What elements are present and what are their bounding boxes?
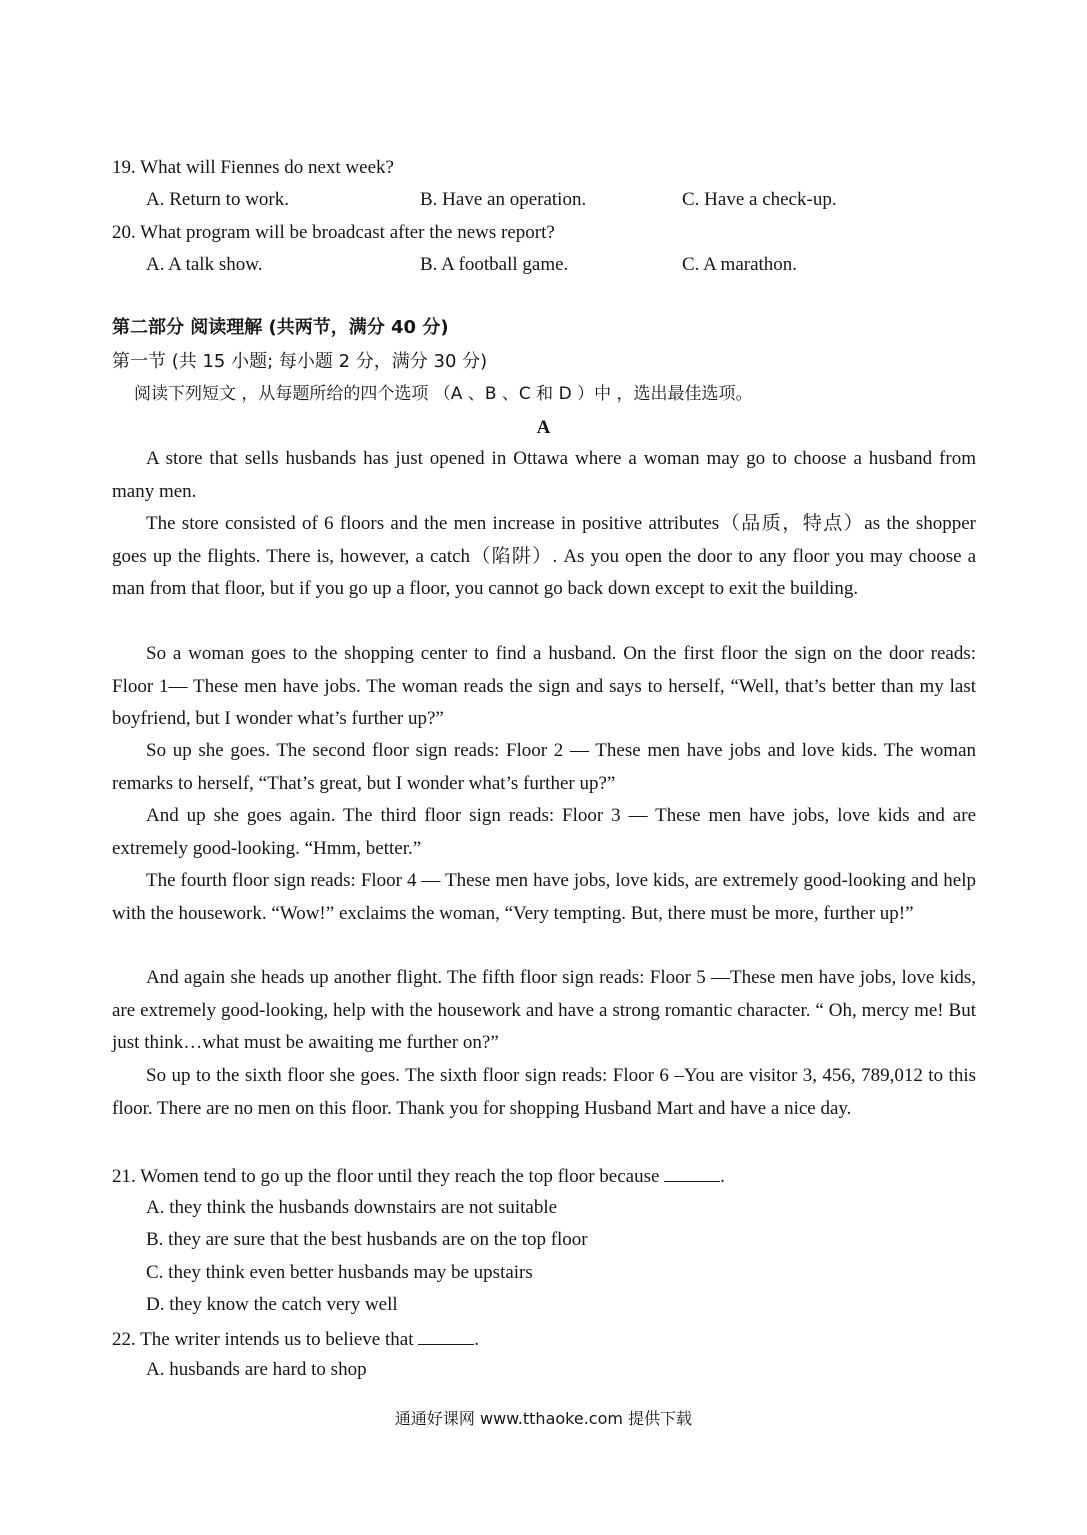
question-21-option-c: C. they think even better husbands may be upstairs xyxy=(146,1262,533,1283)
passage-paragraph-4: So up she goes. The second floor sign reads: Floor 2 — These men have jobs and love kids. The woman remarks to herself, “That’s great, but I wonder what’s further up?” xyxy=(112,740,976,794)
page-footer: 通通好课网 www.tthaoke.com 提供下载 xyxy=(394,1409,693,1428)
reading-instruction: 阅读下列短文 ，从每题所给的四个选项 （A 、B 、C 和 D ）中 ，选出最佳选项。 xyxy=(134,384,753,404)
question-21-stem xyxy=(112,1163,976,1189)
question-21-option-a: A. they think the husbands downstairs are not suitable xyxy=(146,1197,558,1218)
passage-paragraph-3: So a woman goes to the shopping center to find a husband. On the first floor the sign on the door reads: Floor 1— These men have jobs. The woman reads the sign and says to herself, “Well, that’s better than my last boyfriend, but I wonder what’s further up?” xyxy=(112,643,976,729)
question-19-stem: 19. What will Fiennes do next week? xyxy=(112,157,394,178)
passage-paragraph-6: The fourth floor sign reads: Floor 4 — These men have jobs, love kids, are extremely good-looking and help with the housework. “Wow!” exclaims the woman, “Very tempting. But, there must be more, further up!” xyxy=(112,870,976,924)
question-21-option-d: D. they know the catch very well xyxy=(146,1294,398,1315)
question-22-stem-text: 22. The writer intends us to believe that xyxy=(112,1329,414,1350)
passage-paragraph-5: And up she goes again. The third floor sign reads: Floor 3 — These men have jobs, love kids and are extremely good-looking. “Hmm, better.” xyxy=(112,805,976,859)
question-21-stem-text: 21. Women tend to go up the floor until they reach the top floor because xyxy=(112,1166,660,1187)
passage-paragraph-8: So up to the sixth floor she goes. The sixth floor sign reads: Floor 6 –You are visitor 3, 456, 789,012 to this floor. There are no men on this floor. Thank you for shopping Husband Mart and have a nice day. xyxy=(112,1065,976,1119)
section1-heading: 第一节 (共 15 小题; 每小题 2 分，满分 30 分) xyxy=(112,351,488,372)
question-22-stem-end: . xyxy=(474,1329,479,1350)
passage-paragraph-2: The store consisted of 6 floors and the men increase in positive attributes（品质，特点）as the shopper goes up the flights. There is, however, a catch（陷阱）. As you open the door to any floor you may choose a man from that floor, but if you go up a floor, you cannot go back down except to exit the building. xyxy=(112,513,976,599)
answer-blank xyxy=(418,1326,474,1345)
question-19-option-a: A. Return to work. xyxy=(146,189,290,210)
question-20-option-a: A. A talk show. xyxy=(146,254,263,275)
question-21-stem-end: . xyxy=(720,1166,725,1187)
part2-heading: 第二部分 阅读理解 (共两节，满分 40 分) xyxy=(112,317,449,338)
question-20-stem: 20. What program will be broadcast after the news report? xyxy=(112,222,555,243)
question-20-option-b: B. A football game. xyxy=(420,254,569,275)
question-22-stem xyxy=(112,1326,976,1352)
passage-paragraph-7: And again she heads up another flight. The fifth floor sign reads: Floor 5 —These men have jobs, love kids, are extremely good-looking, help with the housework and have a strong romantic character. “ Oh, mercy me! But just think…what must be awaiting me further on?” xyxy=(112,967,976,1053)
passage-paragraph-1: A store that sells husbands has just opened in Ottawa where a woman may go to choose a husband from many men. xyxy=(112,448,976,502)
answer-blank xyxy=(664,1163,720,1182)
passage-label: A xyxy=(536,417,551,438)
question-19-option-c: C. Have a check-up. xyxy=(682,189,837,210)
question-22-option-a: A. husbands are hard to shop xyxy=(146,1359,367,1380)
question-20-option-c: C. A marathon. xyxy=(682,254,798,275)
question-19-option-b: B. Have an operation. xyxy=(420,189,587,210)
question-21-option-b: B. they are sure that the best husbands are on the top floor xyxy=(146,1229,588,1250)
